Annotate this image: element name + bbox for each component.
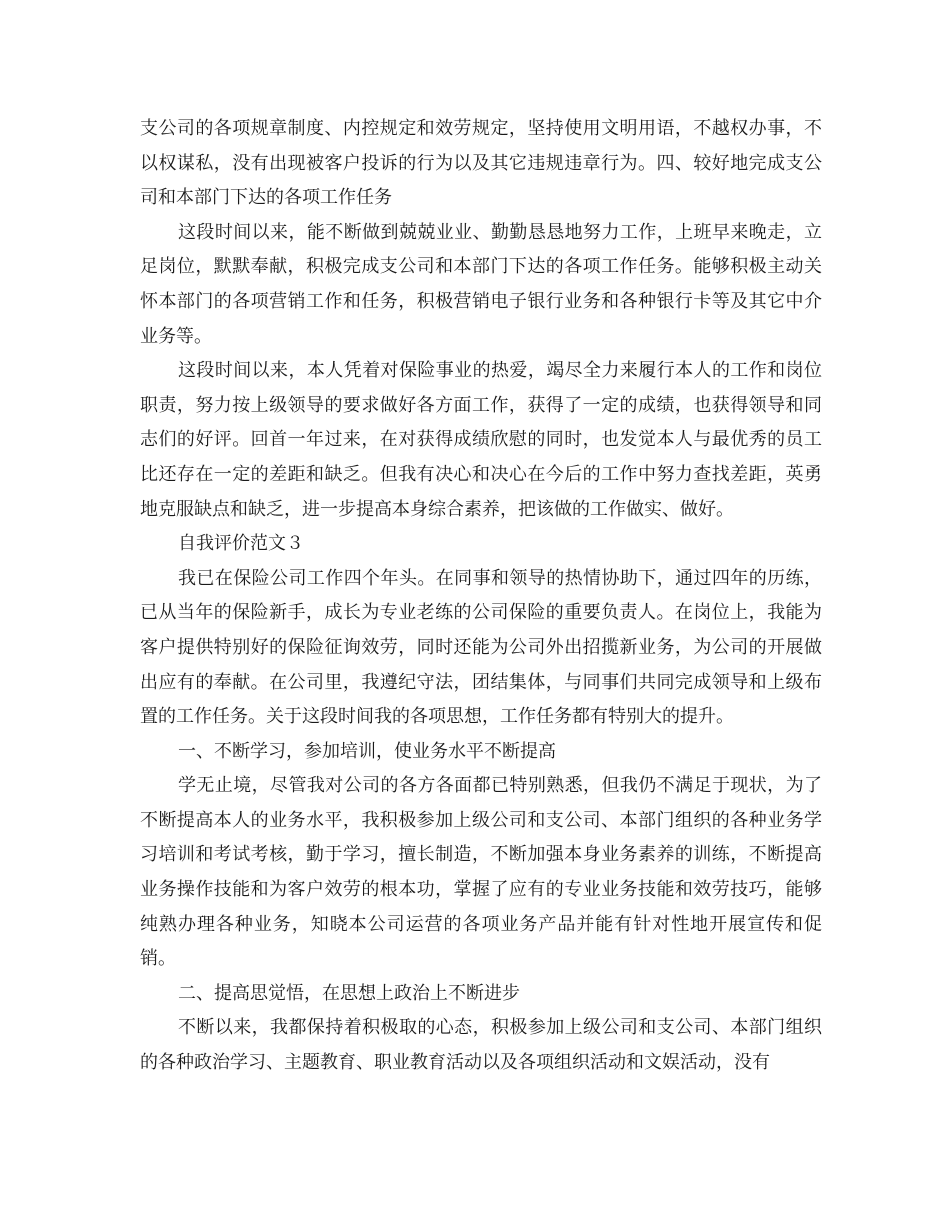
paragraph-5: 学无止境，尽管我对公司的各方各面都已特别熟悉，但我仍不满足于现状，为了不断提高本人的业务水平，我积极参加上级公司和支公司、本部门组织的各种业务学习培训和考试考核，勤于学习，擅长制造，不断加强本身业务素养的训练，不断提高业务操作技能和为客户效劳的根本功，掌握了应有的专业业务技能和效劳技巧，能够纯熟办理各种业务，知晓本公司运营的各项业务产品并能有针对性地开展宣传和促销。: [140, 775, 822, 970]
paragraph-3: 这段时间以来，本人凭着对保险事业的热爱，竭尽全力来履行本人的工作和岗位职责，努力按上级领导的要求做好各方面工作，获得了一定的成绩，也获得领导和同志们的好评。回首一年过来，在对获得成绩欣慰的同时，也发觉本人与最优秀的员工比还存在一定的差距和缺乏。但我有决心和决心在今后的工作中努力查找差距，英勇地克服缺点和缺乏，进一步提高本身综合素养，把该做的工作做实、做好。: [140, 360, 822, 520]
paragraph-1: 支公司的各项规章制度、内控规定和效劳规定，坚持使用文明用语，不越权办事，不以权谋私，没有出现被客户投诉的行为以及其它违规违章行为。四、较好地完成支公司和本部门下达的各项工作任务: [140, 118, 822, 209]
paragraph-4: 我已在保险公司工作四个年头。在同事和领导的热情协助下，通过四年的历练，已从当年的保险新手，成长为专业老练的公司保险的重要负责人。在岗位上，我能为客户提供特别好的保险征询效劳，同时还能为公司外出招揽新业务，为公司的开展做出应有的奉献。在公司里，我遵纪守法，团结集体，与同事们共同完成领导和上级布置的工作任务。关于这段时间我的各项思想，工作任务都有特别大的提升。: [140, 567, 822, 728]
heading-continuous-learning: 一、不断学习，参加培训，使业务水平不断提高: [178, 740, 556, 762]
document-body: [140, 112, 822, 1081]
section-title-sample-3: 自我评价范文３: [178, 533, 304, 555]
paragraph-6: 不断以来，我都保持着积极取的心态，积极参加上级公司和支公司、本部门组织的各种政治学习、主题教育、职业教育活动以及各项组织活动和文娱活动，没有: [140, 1017, 822, 1074]
paragraph-2: 这段时间以来，能不断做到兢兢业业、勤勤恳恳地努力工作，上班早来晚走，立足岗位，默默奉献，积极完成支公司和本部门下达的各项工作任务。能够积极主动关怀本部门的各项营销工作和任务，积极营销电子银行业务和各种银行卡等及其它中介业务等。: [140, 221, 822, 347]
heading-raise-awareness: 二、提高思觉悟，在思想上政治上不断进步: [178, 982, 520, 1004]
